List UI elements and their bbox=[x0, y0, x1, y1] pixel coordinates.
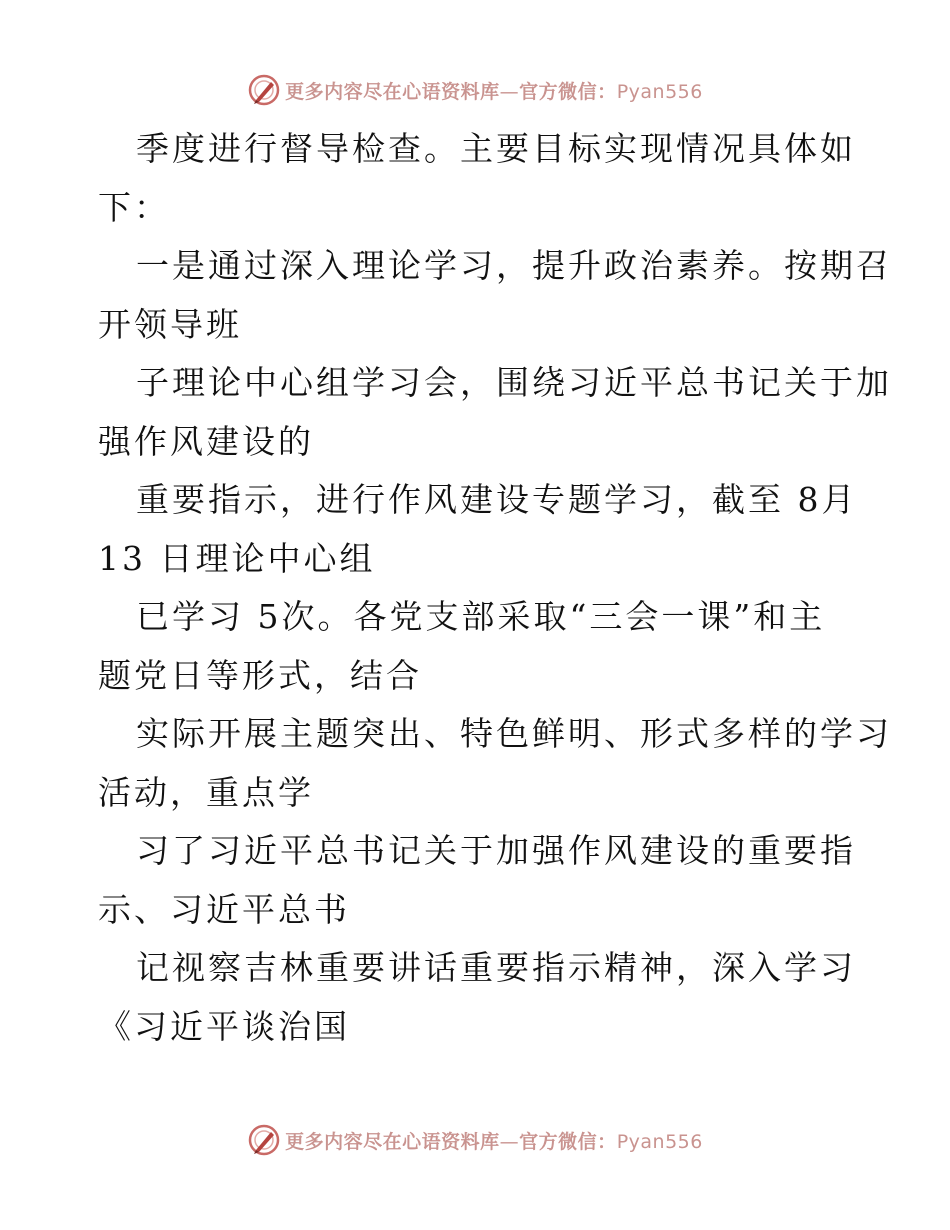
watermark-text: 更多内容尽在心语资料库—官方微信：Pyan556 bbox=[285, 1130, 703, 1153]
pen-logo-icon bbox=[247, 1123, 281, 1157]
text-line: 示、习近平总书 bbox=[98, 889, 350, 929]
text-line: 强作风建设的 bbox=[98, 421, 314, 461]
text-line: 子理论中心组学习会，围绕习近平总书记关于加 bbox=[136, 363, 892, 402]
text-line: 一是通过深入理论学习，提升政治素养。按期召 bbox=[136, 246, 892, 285]
text-line: 记视察吉林重要讲话重要指示精神，深入学习 bbox=[136, 948, 856, 987]
watermark-footer bbox=[0, 1120, 950, 1160]
text-line: 13 日理论中心组 bbox=[98, 538, 376, 578]
text-line: 《习近平谈治国 bbox=[98, 1006, 350, 1046]
watermark-header bbox=[0, 70, 950, 110]
text-line: 习了习近平总书记关于加强作风建设的重要指 bbox=[136, 831, 856, 870]
text-line: 下： bbox=[98, 187, 170, 227]
text-line: 重要指示，进行作风建设专题学习，截至 8月 bbox=[136, 480, 858, 519]
text-line: 实际开展主题突出、特色鲜明、形式多样的学习 bbox=[136, 714, 892, 753]
text-line: 题党日等形式，结合 bbox=[98, 655, 422, 695]
text-line: 活动，重点学 bbox=[98, 772, 314, 812]
text-line: 开领导班 bbox=[98, 304, 242, 344]
text-line: 季度进行督导检查。主要目标实现情况具体如 bbox=[136, 129, 856, 168]
document-body bbox=[98, 120, 892, 1056]
watermark-text: 更多内容尽在心语资料库—官方微信：Pyan556 bbox=[285, 80, 703, 103]
text-line: 已学习 5次。各党支部采取“三会一课”和主 bbox=[136, 597, 826, 636]
pen-logo-icon bbox=[247, 73, 281, 107]
